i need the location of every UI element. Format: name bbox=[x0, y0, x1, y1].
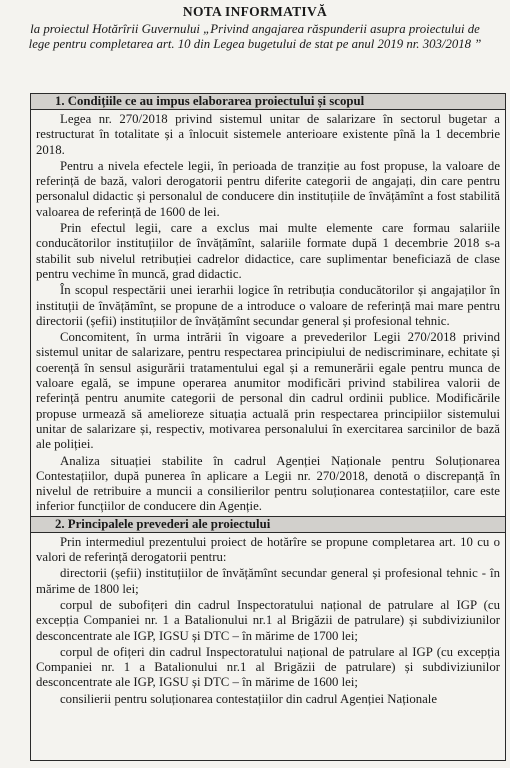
section-1-body bbox=[31, 110, 505, 515]
document-subtitle: la proiectul Hotărîrii Guvernului „Privind angajarea răspunderii asupra proiectului de lege pentru completarea art. 10 din Legea bugetului de stat pe anul 2019 nr. 303/2018 ” bbox=[28, 22, 482, 52]
content-table bbox=[30, 93, 506, 761]
section-1-paragraph-3: Prin efectul legii, care a exclus mai multe elemente care formau salariile conducătorilor instituțiilor de învățămînt, salariile formate după 1 decembrie 2018 s-a stabilit sub nivelul retribuției cadrelor didactice, care suplimentar beneficiază de clase pentru vechime în muncă, grad didactic. bbox=[36, 221, 500, 281]
section-2-intro: Prin intermediul prezentului proiect de hotărîre se propune completarea art. 10 cu o valori de referință derogatorii pentru: bbox=[36, 534, 500, 565]
document-header bbox=[0, 0, 510, 52]
document-title: NOTA INFORMATIVĂ bbox=[182, 4, 328, 19]
section-2-item-3: corpul de ofițeri din cadrul Inspectoratului național de patrulare al IGP (cu excepția Companiei nr. 1 a Batalionului nr.1 al Brigăzii de patrulare) și subdiviziunilor desconcentrate ale IGP, IGSU și DTC – în mărime de 1600 lei; bbox=[36, 644, 500, 690]
section-1-paragraph-6: Analiza situației stabilite în cadrul Agenției Naționale pentru Soluționarea Contestațiilor, după punerea în aplicare a Legii nr. 270/2018, denotă o discrepanță în nivelul de retribuire a muncii a consilierilor pentru soluționarea contestațiilor, care este inferior funcțiilor de conducere din Agenție. bbox=[36, 453, 500, 514]
section-1-paragraph-4: În scopul respectării unei ierarhii logice în retribuția conducătorilor și angajaților în instituții de învățămînt, se propune de a introduce o valoare de referință mai mare pentru directorii (șefii) instituțiilor de învățămînt secundar general și profesional tehnic. bbox=[36, 283, 500, 328]
section-1-paragraph-2: Pentru a nivela efectele legii, în perioada de tranziție au fost propuse, la valoare de referință de bază, valori derogatorii pentru diferite categorii de angajați, din care pentru personalul didactic și personalul de conducere din instituțiile de învățămînt a fost stabilită valoarea de referință de 1600 de lei. bbox=[36, 158, 500, 219]
section-2-item-2: corpul de subofițeri din cadrul Inspectoratului național de patrulare al IGP (cu excepția Companiei nr. 1 a Batalionului nr.1 al Brigăzii de patrulare) și subdiviziunilor desconcentrate ale IGP, IGSU și DTC – în mărime de 1700 lei; bbox=[36, 597, 500, 643]
section-2-body bbox=[31, 533, 505, 707]
section-1-heading: 1. Condițiile ce au impus elaborarea proiectului și scopul bbox=[31, 94, 505, 110]
section-1-paragraph-5: Concomitent, în urma intrării în vigoare a prevederilor Legii 270/2018 privind sistemul unitar de salarizare, pentru respectarea principiului de nediscriminare, echitate și coerență în sensul asigurării tratamentului egal și a remunerării egale pentru munca de valoare egală, se impune operarea anumitor modificări privind stabilirea valorii de referință pentru anumite categorii de personal din cadrul ordinii publice. Modificările propuse urmează să amelioreze situația actuală prin respectarea principiilor sistemului unitar de salarizare și, respectiv, motivarea personalului în exercitarea sarcinilor de bază ale poliției. bbox=[36, 330, 500, 452]
section-2-heading: 2. Principalele prevederi ale proiectului bbox=[31, 516, 505, 533]
section-2-item-1: directorii (șefii) instituțiilor de învățămînt secundar general și profesional tehnic - în mărime de 1800 lei; bbox=[36, 566, 500, 596]
section-1-paragraph-1: Legea nr. 270/2018 privind sistemul unitar de salarizare în sectorul bugetar a restructurat în totalitate și a înlocuit sistemele anterioare existente pînă la 1 decembrie 2018. bbox=[36, 112, 500, 157]
section-2-item-4: consilierii pentru soluționarea contestațiilor din cadrul Agenției Naționale bbox=[60, 691, 438, 706]
